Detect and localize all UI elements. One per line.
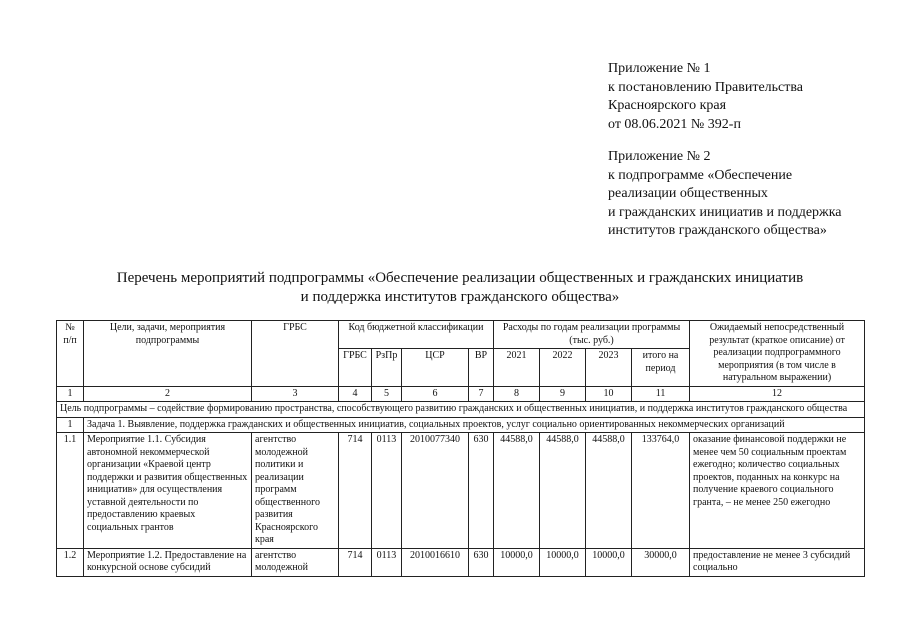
row-expense-total: 30000,0 xyxy=(632,548,690,576)
appendix-2-line: и гражданских инициатив и поддержка xyxy=(608,204,842,220)
appendix-2-line: Приложение № 2 xyxy=(608,149,711,164)
row-csr-code: 2010016610 xyxy=(402,548,469,576)
column-number: 7 xyxy=(469,386,494,402)
column-number: 10 xyxy=(586,386,632,402)
document-title-line-1: Перечень мероприятий подпрограммы «Обеспечение реализации общественных и гражданских инициатив xyxy=(116,270,804,286)
column-number: 6 xyxy=(402,386,469,402)
row-rzpr-code: 0113 xyxy=(372,548,402,576)
header-year-2022: 2022 xyxy=(540,349,586,386)
task-row xyxy=(57,417,865,433)
row-csr-code: 2010077340 xyxy=(402,433,469,549)
row-result: оказание финансовой поддержки не менее чем 50 социальным проектам ежегодно; количество социальных проектов, поданных на конкурс на получение краевого социального гранта, – не менее 250 ежегодно xyxy=(690,433,865,549)
row-measure-name: Мероприятие 1.1. Субсидия автономной некоммерческой организации «Краевой центр поддержки и развития общественных инициатив» для осуществления уставной деятельности по предоставлению краевых социальных грантов xyxy=(84,433,252,549)
appendix-1-line: от 08.06.2021 № 392-п xyxy=(608,116,741,132)
header-sub-vr: ВР xyxy=(469,349,494,386)
header-sub-csr: ЦСР xyxy=(402,349,469,386)
row-num: 1.2 xyxy=(57,548,84,576)
task-text: Задача 1. Выявление, поддержка гражданских и общественных инициатив, социальных проектов, услуг социально ориентированных некоммерческих организаций xyxy=(84,417,865,433)
measures-table xyxy=(56,320,865,577)
appendix-1-line: Приложение № 1 xyxy=(608,61,711,76)
appendix-1-block xyxy=(608,60,898,134)
row-expense-2023: 10000,0 xyxy=(586,548,632,576)
goal-text: Цель подпрограммы – содействие формированию пространства, способствующего развитию гражданских и общественных инициатив, и поддержка институтов гражданского общества xyxy=(57,402,865,418)
header-num: № п/п xyxy=(57,321,84,387)
row-result: предоставление не менее 3 субсидий социально xyxy=(690,548,865,576)
row-num: 1.1 xyxy=(57,433,84,549)
header-grbs: ГРБС xyxy=(252,321,339,387)
column-number: 2 xyxy=(84,386,252,402)
row-rzpr-code: 0113 xyxy=(372,433,402,549)
row-grbs-code: 714 xyxy=(339,433,372,549)
row-measure-name: Мероприятие 1.2. Предоставление на конкурсной основе субсидий xyxy=(84,548,252,576)
appendix-2-line: реализации общественных xyxy=(608,186,768,201)
header-expenses: Расходы по годам реализации программы (тыс. руб.) xyxy=(494,321,690,349)
column-number: 9 xyxy=(540,386,586,402)
appendix-2-line: к подпрограмме «Обеспечение xyxy=(608,167,793,183)
row-expense-2023: 44588,0 xyxy=(586,433,632,549)
row-expense-total: 133764,0 xyxy=(632,433,690,549)
appendix-1-line: к постановлению Правительства xyxy=(608,79,804,95)
appendix-1-line: Красноярского края xyxy=(608,98,727,113)
header-budget-code: Код бюджетной классификации xyxy=(339,321,494,349)
header-total: итого на период xyxy=(632,349,690,386)
row-expense-2022: 44588,0 xyxy=(540,433,586,549)
goal-row xyxy=(57,402,865,418)
row-grbs-name: агентство молодежной xyxy=(252,548,339,576)
row-expense-2021: 10000,0 xyxy=(494,548,540,576)
row-grbs-code: 714 xyxy=(339,548,372,576)
column-number: 11 xyxy=(632,386,690,402)
column-number: 3 xyxy=(252,386,339,402)
row-vr-code: 630 xyxy=(469,548,494,576)
document-title xyxy=(40,269,880,307)
column-number: 12 xyxy=(690,386,865,402)
task-num: 1 xyxy=(57,417,84,433)
appendix-2-line: институтов гражданского общества» xyxy=(608,223,827,238)
header-goals: Цели, задачи, мероприятия подпрограммы xyxy=(84,321,252,387)
column-numbers-row xyxy=(57,386,865,402)
row-vr-code: 630 xyxy=(469,433,494,549)
row-expense-2021: 44588,0 xyxy=(494,433,540,549)
header-year-2021: 2021 xyxy=(494,349,540,386)
column-number: 4 xyxy=(339,386,372,402)
table-header-row-1 xyxy=(57,321,865,349)
column-number: 1 xyxy=(57,386,84,402)
table-row xyxy=(57,433,865,549)
document-title-line-2: и поддержка институтов гражданского общества» xyxy=(300,289,620,305)
header-sub-rzpr: РзПр xyxy=(372,349,402,386)
appendix-2-block xyxy=(608,148,898,241)
table-row xyxy=(57,548,865,576)
header-result: Ожидаемый непосредственный результат (краткое описание) от реализации подпрограммного мероприятия (в том числе в натуральном выражении) xyxy=(690,321,865,387)
column-number: 8 xyxy=(494,386,540,402)
row-grbs-name: агентство молодежной политики и реализации программ общественного развития Красноярского края xyxy=(252,433,339,549)
header-sub-grbs: ГРБС xyxy=(339,349,372,386)
row-expense-2022: 10000,0 xyxy=(540,548,586,576)
header-year-2023: 2023 xyxy=(586,349,632,386)
column-number: 5 xyxy=(372,386,402,402)
